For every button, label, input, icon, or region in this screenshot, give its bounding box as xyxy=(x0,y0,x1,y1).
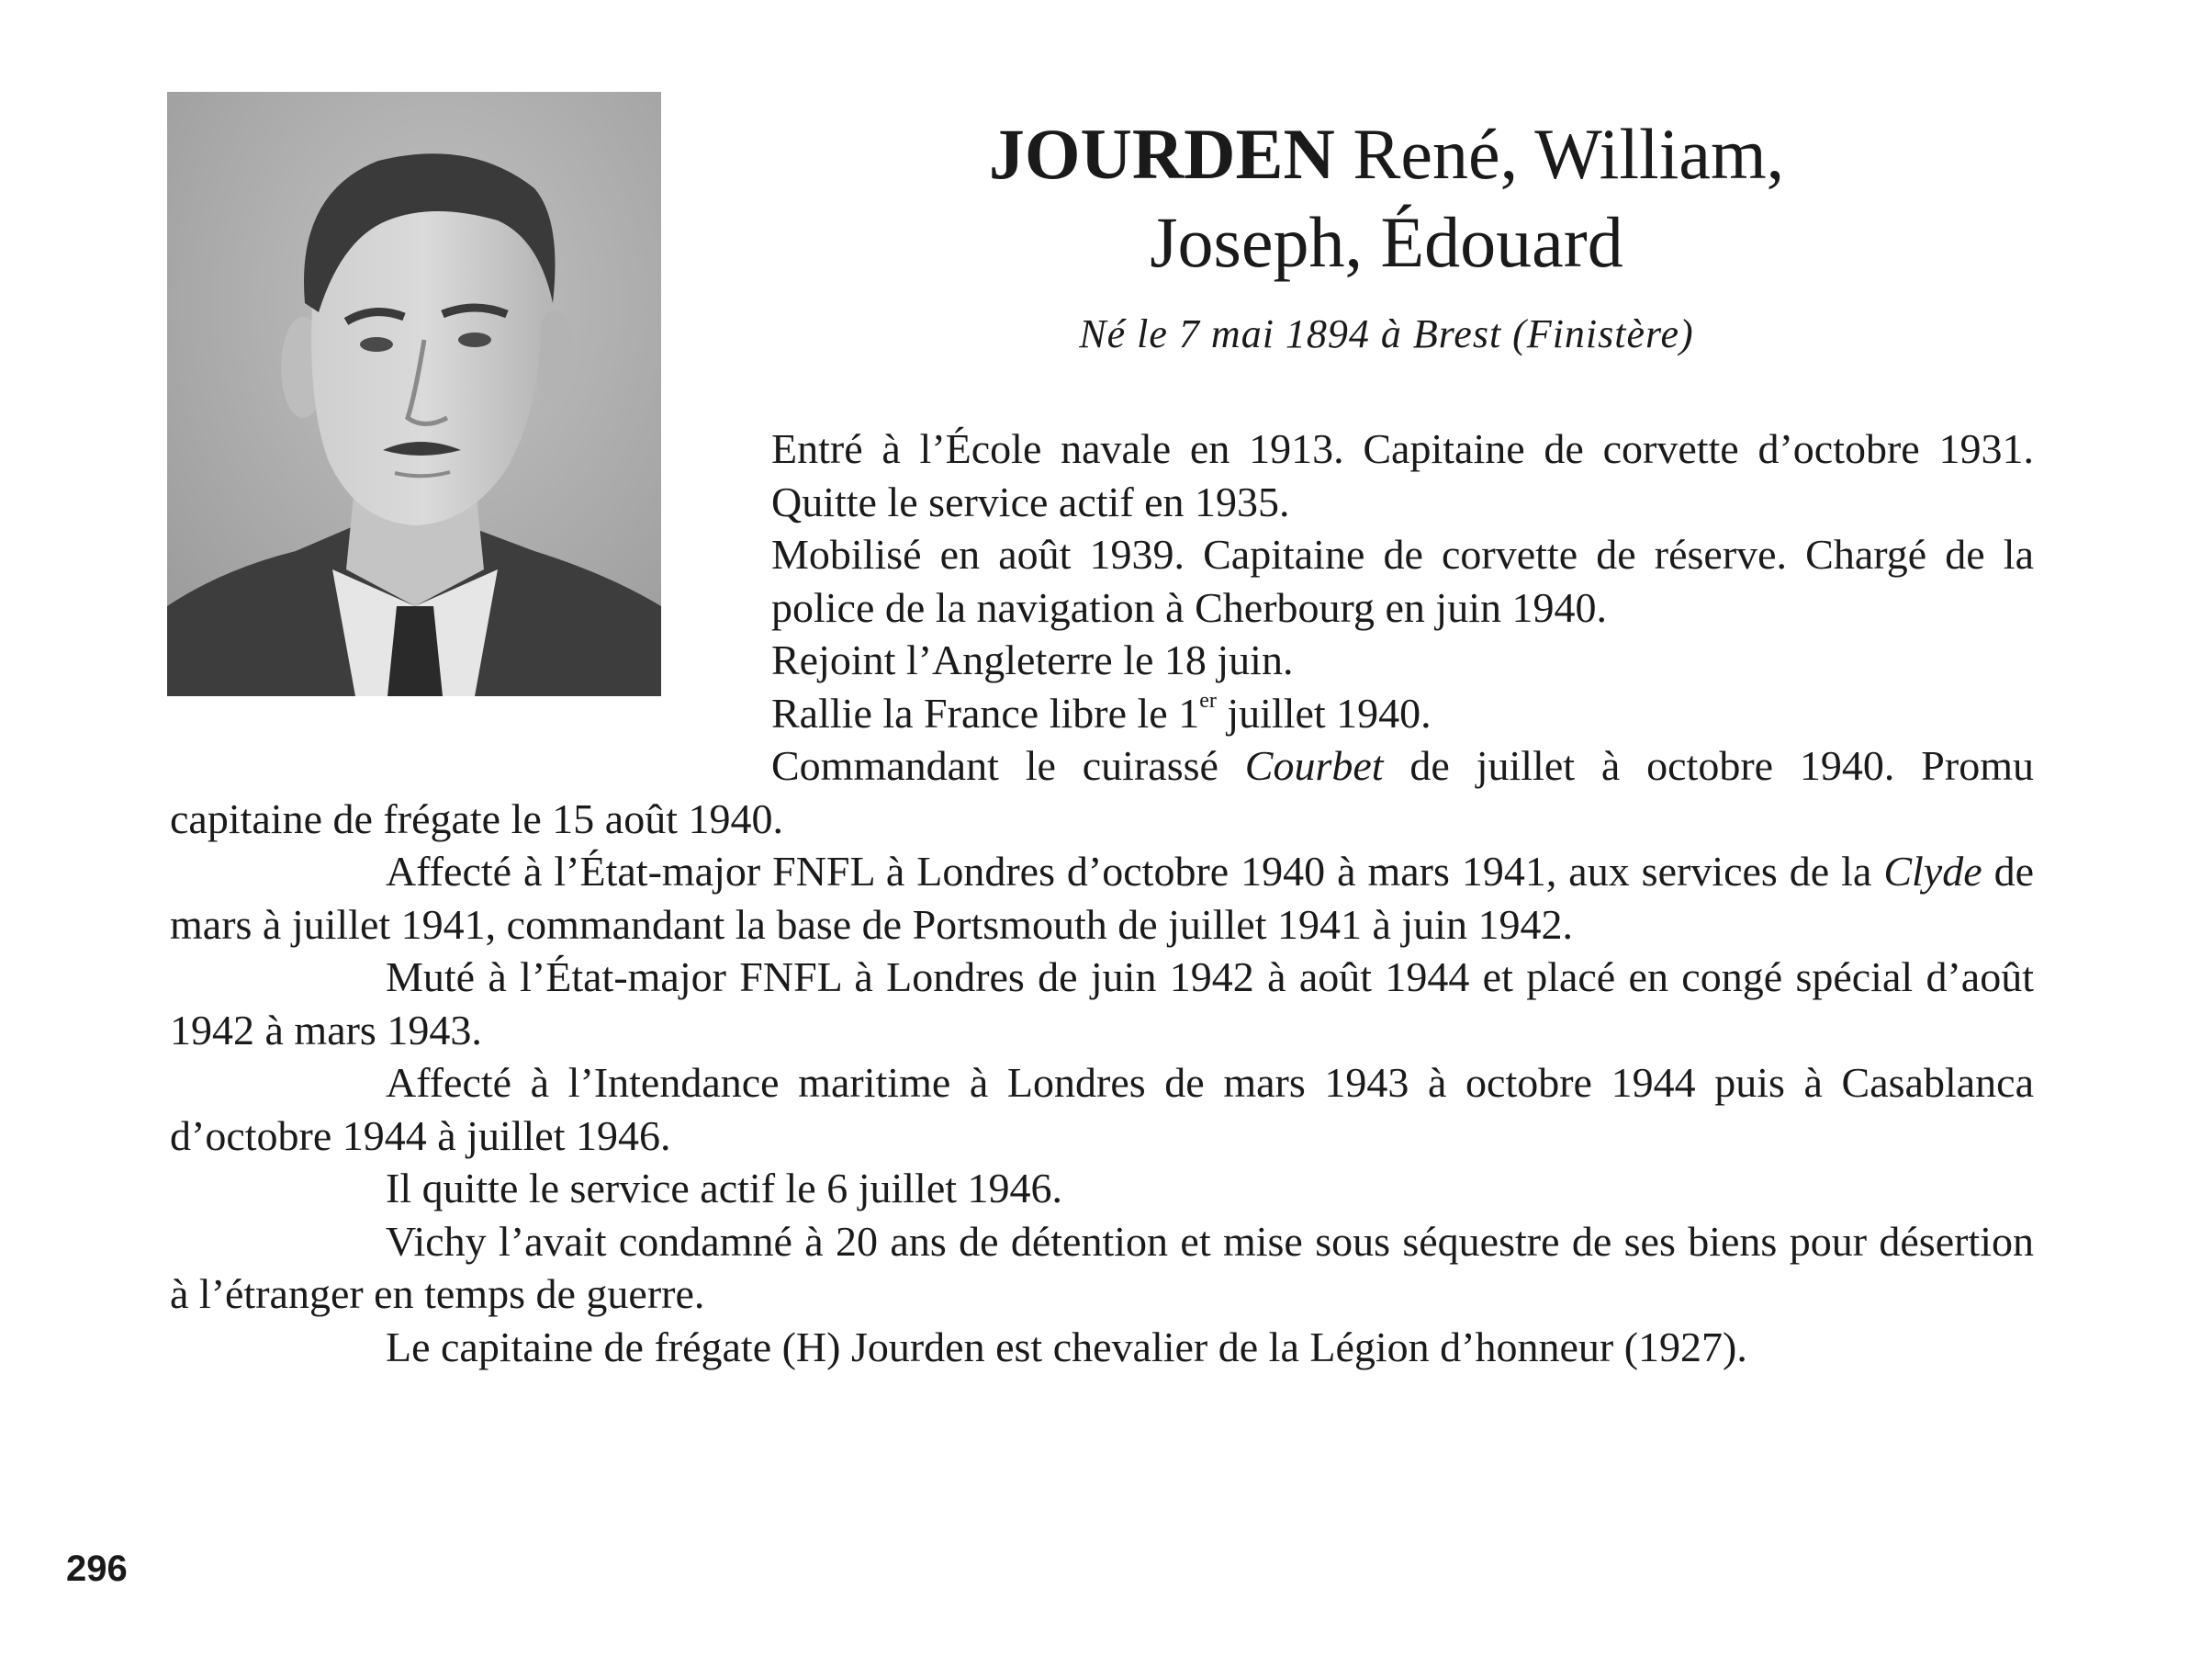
bio-paragraph xyxy=(771,687,2034,740)
birth-info: Né le 7 mai 1894 à Brest (Finistère) xyxy=(1079,311,1694,356)
bio-paragraph: Affecté à l’Intendance maritime à Londres de mars 1943 à octobre 1944 puis à Casablanca d’octobre 1944 à juillet 1946. xyxy=(170,1059,2034,1159)
bio-paragraph: Rejoint l’Angleterre le 18 juin. xyxy=(771,636,1294,683)
bio-text: juillet 1940. xyxy=(1216,689,1432,737)
bio-text: Rallie la France libre le 1 xyxy=(771,689,1200,737)
given-names-2: Joseph, Édouard xyxy=(1150,202,1623,282)
biography-text xyxy=(170,422,2034,1373)
surname: JOURDEN xyxy=(988,114,1335,194)
bio-paragraph: Entré à l’École navale en 1913. Capitaine de corvette d’octobre 1931. Quitte le service actif en 1935. xyxy=(771,425,2034,525)
bio-paragraph xyxy=(170,845,2034,951)
bio-paragraph: Le capitaine de frégate (H) Jourden est chevalier de la Légion d’honneur (1927). xyxy=(386,1323,1747,1370)
bio-paragraph: Mobilisé en août 1939. Capitaine de corvette de réserve. Chargé de la police de la navigation à Cherbourg en juin 1940. xyxy=(771,531,2034,631)
bio-paragraph: Vichy l’avait condamné à 20 ans de détention et mise sous séquestre de ses biens pour désertion à l’étranger en temps de guerre. xyxy=(170,1217,2034,1317)
bio-paragraph: Il quitte le service actif le 6 juillet 1946. xyxy=(386,1165,1063,1211)
bio-paragraph: Muté à l’État-major FNFL à Londres de juin 1942 à août 1944 et placé en congé spécial d’août 1942 à mars 1943. xyxy=(170,953,2034,1053)
ship-name: Courbet xyxy=(1244,742,1384,789)
bio-paragraph xyxy=(170,739,2034,845)
place-name: Clyde xyxy=(1883,848,1982,895)
bio-text: Affecté à l’État-major FNFL à Londres d’octobre 1940 à mars 1941, aux services de la xyxy=(386,848,1884,895)
bio-text: de juillet à octobre 1940. Promu capitaine de frégate le 15 août 1940. xyxy=(170,742,2034,842)
given-names-1: René, William, xyxy=(1353,114,1785,194)
ordinal-superscript: er xyxy=(1199,688,1217,713)
bio-text: de mars à juillet 1941, commandant la base de Portsmouth de juillet 1941 à juin 1942. xyxy=(170,848,2034,948)
page-number: 296 xyxy=(66,1549,128,1589)
title-block xyxy=(881,110,1892,362)
person-name-line-1 xyxy=(881,110,1892,198)
bio-text: Commandant le cuirassé xyxy=(771,742,1245,789)
